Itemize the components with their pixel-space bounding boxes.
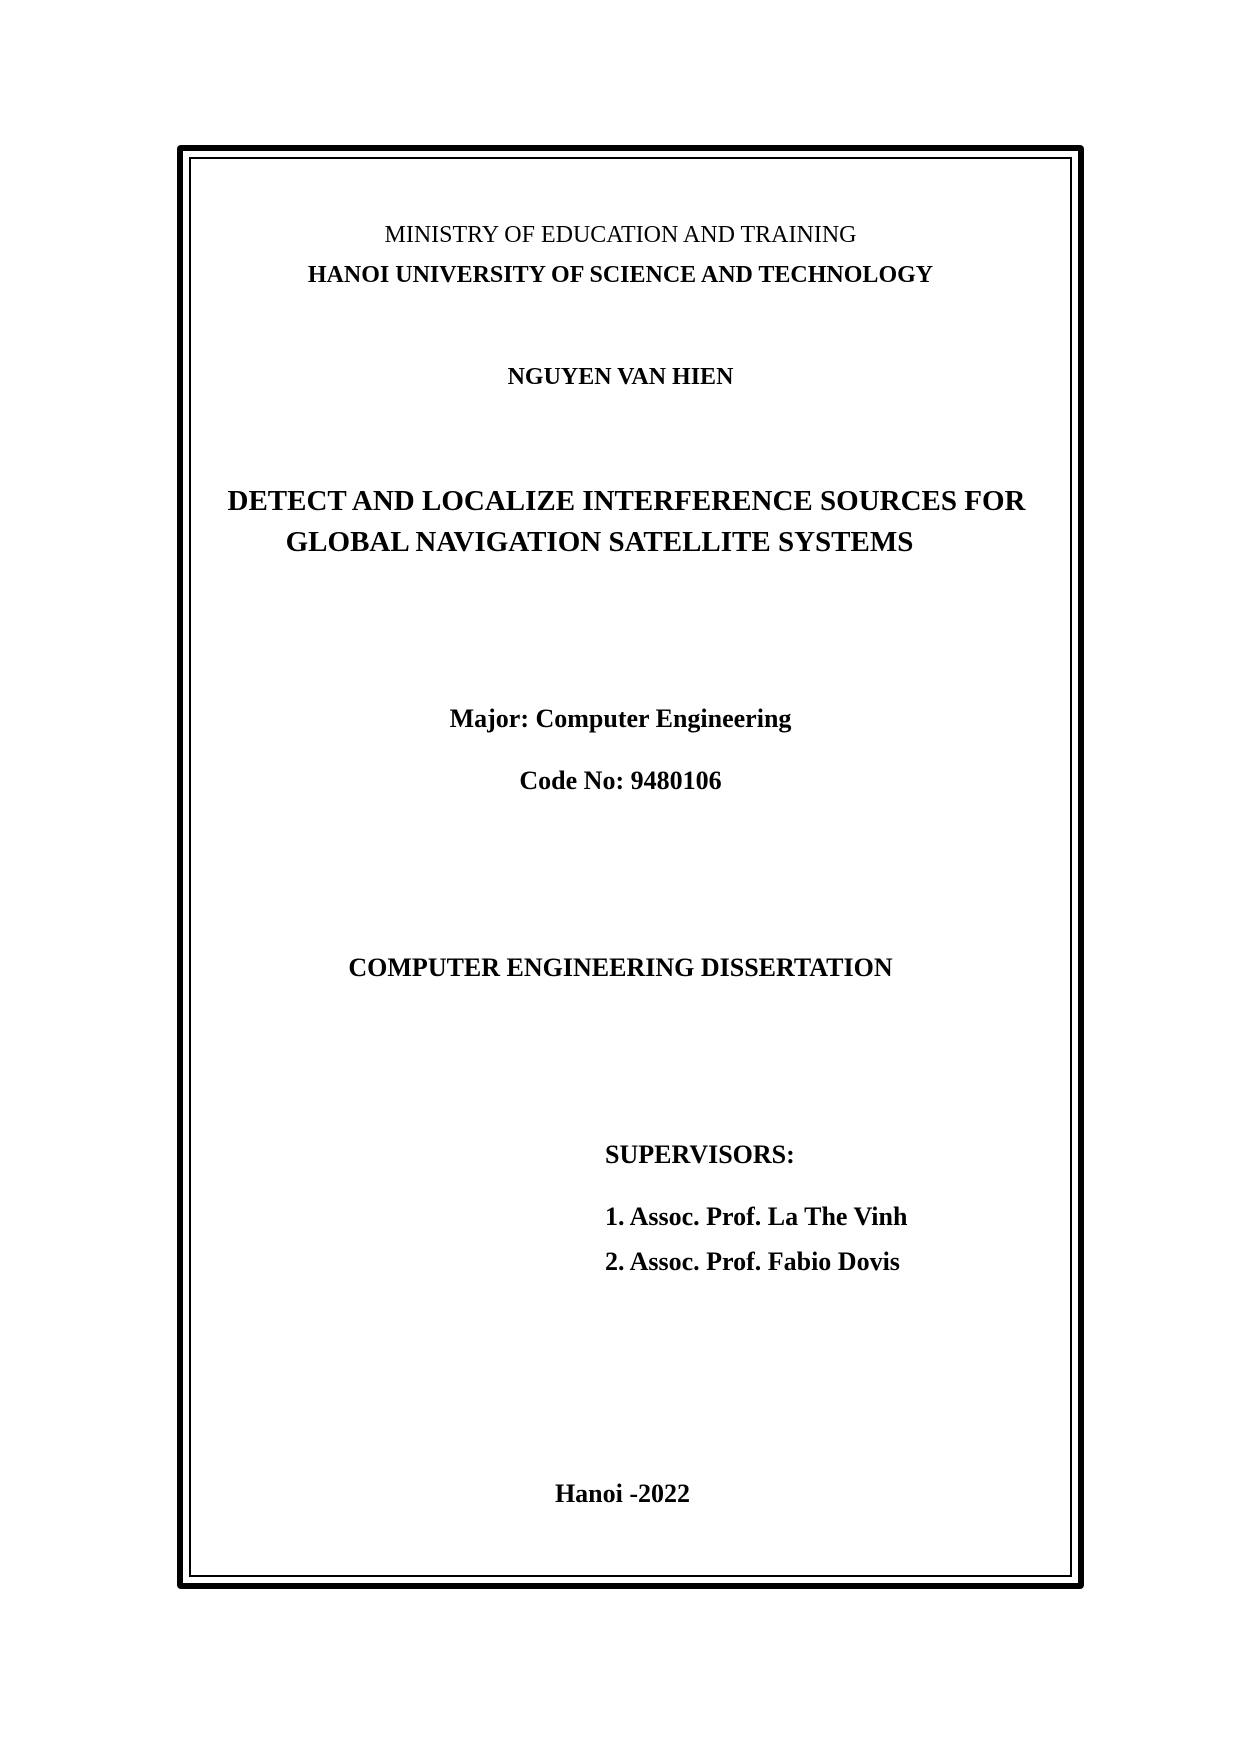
author-name: NGUYEN VAN HIEN [507, 364, 734, 390]
dissertation-type: COMPUTER ENGINEERING DISSERTATION [348, 953, 893, 982]
thesis-title-line-2: GLOBAL NAVIGATION SATELLITE SYSTEMS [285, 526, 914, 558]
major-label: Major: Computer Engineering [449, 704, 792, 733]
supervisor-item: 1. Assoc. Prof. La The Vinh [605, 1202, 908, 1231]
university-name: HANOI UNIVERSITY OF SCIENCE AND TECHNOLOGY [307, 262, 934, 288]
thesis-title-line-1: DETECT AND LOCALIZE INTERFERENCE SOURCES FOR [227, 485, 1026, 517]
supervisor-item: 2. Assoc. Prof. Fabio Dovis [605, 1247, 900, 1276]
ministry-name: MINISTRY OF EDUCATION AND TRAINING [384, 222, 857, 248]
page-frame-outer [177, 145, 1084, 1589]
supervisors-heading: SUPERVISORS: [605, 1140, 795, 1169]
place-and-year: Hanoi -2022 [554, 1479, 691, 1508]
code-number: Code No: 9480106 [519, 766, 722, 795]
